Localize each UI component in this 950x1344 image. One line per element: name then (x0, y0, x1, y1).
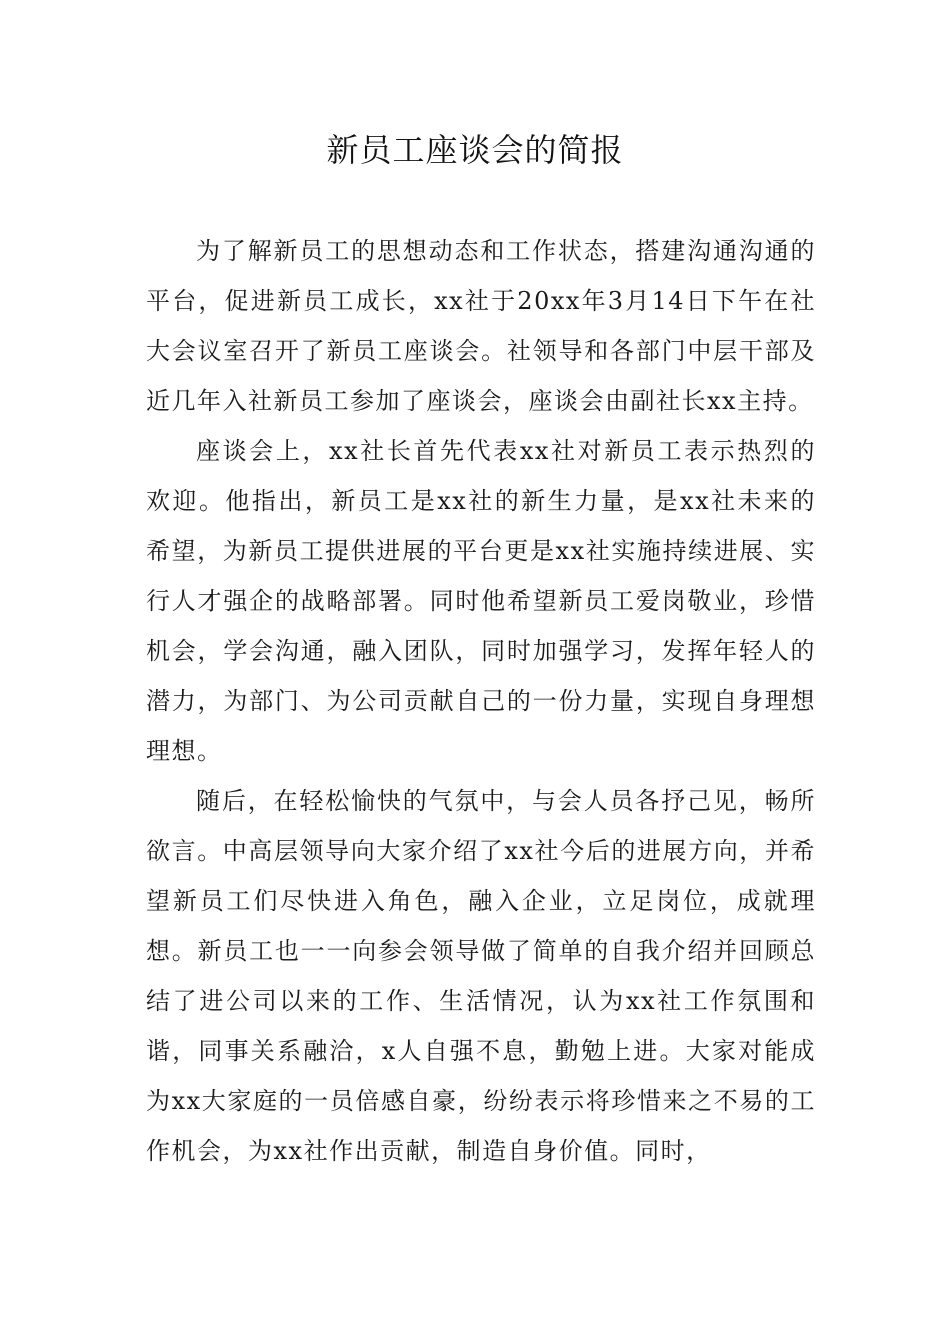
document-body (146, 226, 816, 1176)
document-title: 新员工座谈会的简报 (326, 131, 624, 169)
paragraph-intro: 为了解新员工的思想动态和工作状态，搭建沟通沟通的平台，促进新员工成长，xx社于20xx年3月14日下午在社大会议室召开了新员工座谈会。社领导和各部门中层干部及近几年入社新员工参加了座谈会，座谈会由副社长xx主持。 (146, 237, 816, 415)
paragraph-discussion: 随后，在轻松愉快的气氛中，与会人员各抒己见，畅所欲言。中高层领导向大家介绍了xx社今后的进展方向，并希望新员工们尽快进入角色，融入企业，立足岗位，成就理想。新员工也一一向参会领导做了简单的自我介绍并回顾总结了进公司以来的工作、生活情况，认为xx社工作氛围和谐，同事关系融洽，x人自强不息，勤勉上进。大家对能成为xx大家庭的一员倍感自豪，纷纷表示将珍惜来之不易的工作机会，为xx社作出贡献，制造自身价值。同时， (146, 787, 816, 1165)
paragraph-welcome-speech: 座谈会上，xx社长首先代表xx社对新员工表示热烈的欢迎。他指出，新员工是xx社的新生力量，是xx社未来的希望，为新员工提供进展的平台更是xx社实施持续进展、实行人才强企的战略部署。同时他希望新员工爱岗敬业，珍惜机会，学会沟通，融入团队，同时加强学习，发挥年轻人的潜力，为部门、为公司贡献自己的一份力量，实现自身理想理想。 (146, 437, 816, 765)
